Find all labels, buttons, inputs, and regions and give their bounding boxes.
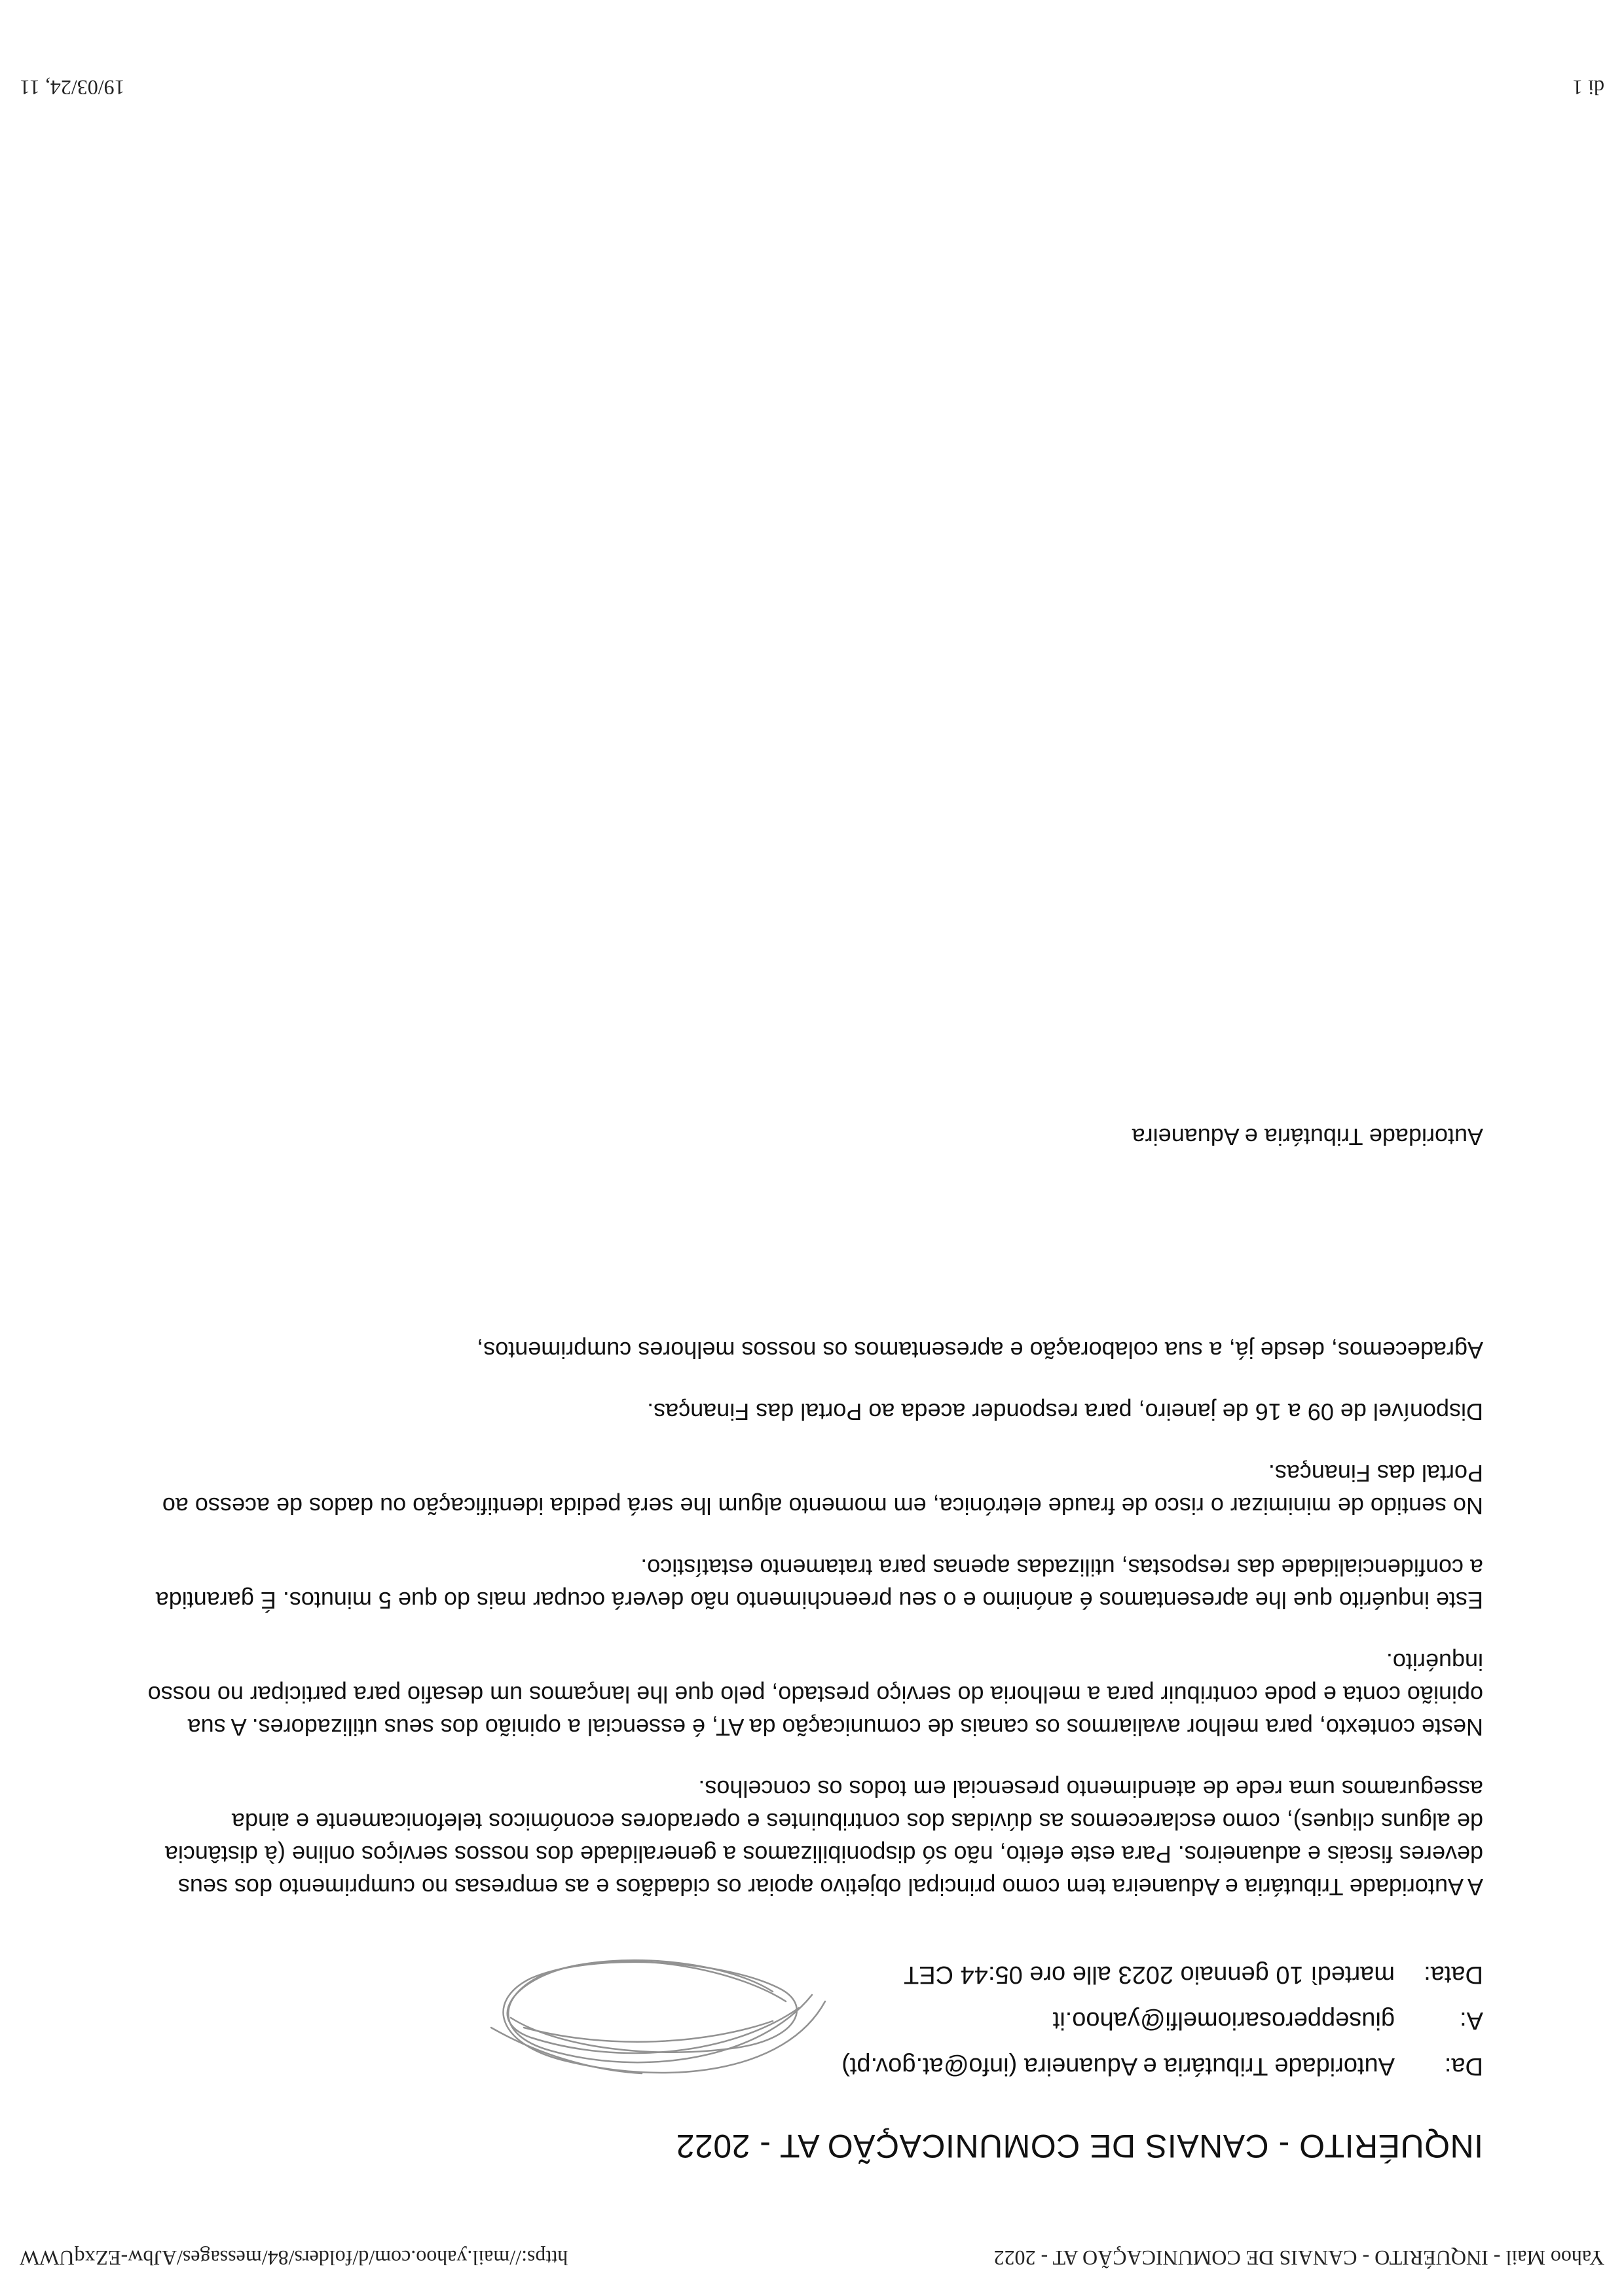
from-value: Autoridade Tributária e Aduaneira (info@at.gov.pt)	[841, 2052, 1395, 2080]
email-body	[147, 1305, 1483, 1903]
body-paragraph-intro: A Autoridade Tributária e Aduaneira tem como principal objetivo apoiar os cidadãos e as empresas no cumprimento dos seus deveres fiscais e aduaneiros. Para este efeito, não só disponibilizamos a generalidade dos nossos serviços online (à distância de alguns cliques), como esclarecemos as dúvidas dos contribuintes e operadores económicos telefonicamente e ainda asseguramos uma rede de atendimento presencial em todos os concelhos.	[164, 1776, 1483, 1901]
body-paragraph-thanks: Agradecemos, desde já, a sua colaboração e apresentamos os nossos melhores cumprimentos,	[477, 1337, 1483, 1364]
print-header-title: Yahoo Mail - INQUÉRITO - CANAIS DE COMUNICAÇÃO AT - 2022	[993, 2246, 1604, 2270]
print-footer-datetime: 19/03/24, 11	[20, 76, 125, 100]
email-signature: Autoridade Tributária e Aduaneira	[1132, 1123, 1483, 1150]
body-paragraph-availability: Disponível de 09 a 16 de janeiro, para responder aceda ao Portal das Finanças.	[647, 1398, 1483, 1425]
print-footer-page: di 1	[1572, 76, 1604, 100]
print-footer	[20, 67, 1604, 100]
to-label: A:	[1460, 2007, 1483, 2034]
to-value: giusepperosariomelfi@yahoo.it	[1052, 2007, 1395, 2034]
print-header-url: https://mail.yahoo.com/d/folders/84/messages/AJbw-EZxqUWW	[20, 2246, 568, 2270]
body-paragraph-anonymity: Este inquérito que lhe apresentamos é anónimo e o seu preenchimento não deverá ocupar mais do que 5 minutos. É garantida a confidencialidade das respostas, utilizadas apenas para tratamento estatístico.	[155, 1554, 1483, 1614]
pen-scribble-mark	[471, 1942, 838, 2100]
date-value: martedì 10 gennaio 2023 alle ore 05:44 CET	[904, 1961, 1395, 1988]
from-label: Da:	[1444, 2052, 1483, 2080]
date-label: Data:	[1424, 1961, 1483, 1988]
body-paragraph-fraud-warning: No sentido de minimizar o risco de fraude eletrónica, em momento algum lhe será pedida identificação ou dados de acesso ao Portal das Finanças.	[162, 1460, 1483, 1520]
body-paragraph-context: Neste contexto, para melhor avaliarmos os canais de comunicação da AT, é essencial a opinião dos seus utilizadores. A sua opinião conta e pode contribuir para a melhoria do serviço prestado, pelo que lhe lançamos um desafio para participar no nosso inquérito.	[147, 1649, 1483, 1741]
email-subject: INQUÉRITO - CANAIS DE COMUNICAÇÃO AT - 2022	[676, 2128, 1483, 2164]
print-header	[20, 2237, 1604, 2270]
